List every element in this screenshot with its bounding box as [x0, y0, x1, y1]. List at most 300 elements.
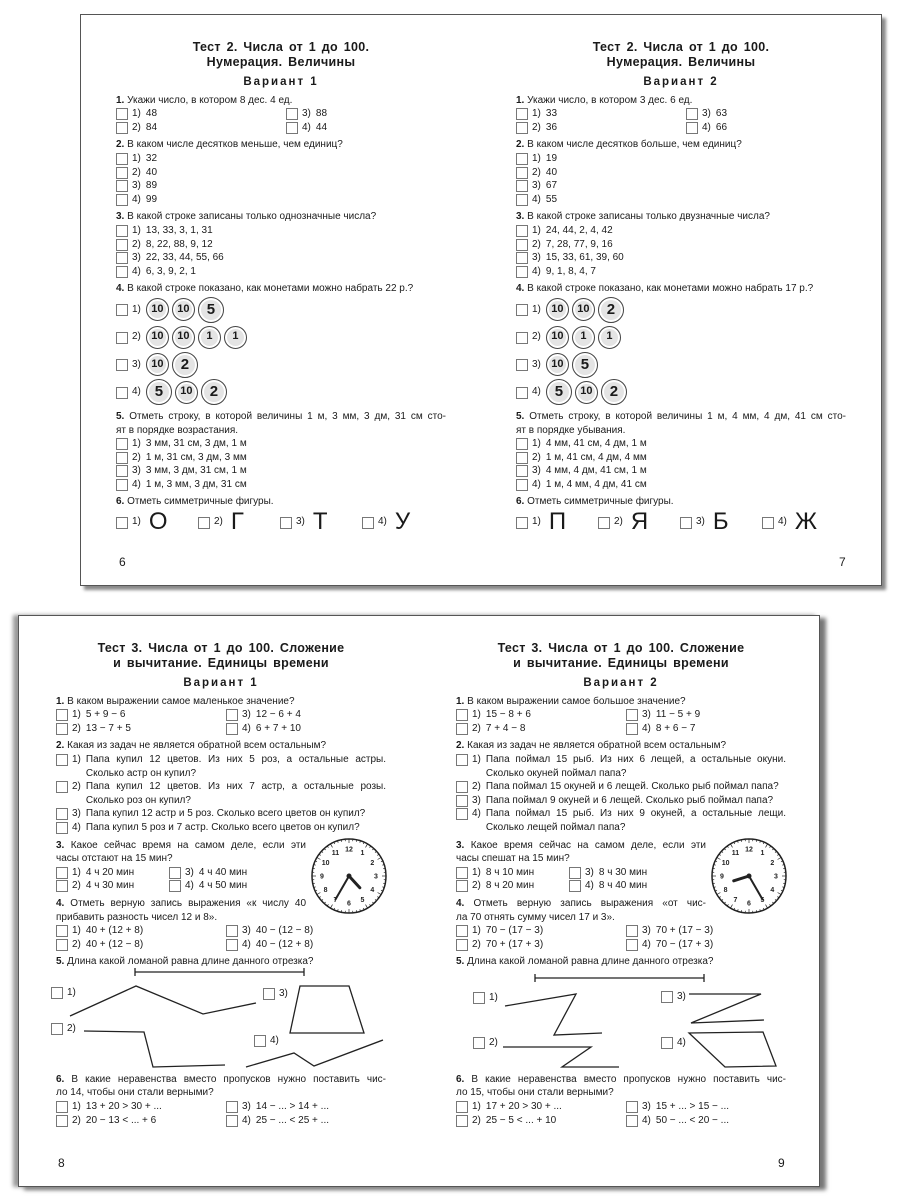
coin-2-rubles: 2 [201, 379, 227, 405]
answer-option[interactable] [661, 990, 691, 1004]
question-text-fragment: Укажи число, в котором 8 дес. 4 ед. [127, 94, 293, 106]
option-text-line: 4 мм, 41 см, 4 дм, 1 м [545, 438, 647, 450]
question-number: 2. [116, 139, 125, 151]
answer-option[interactable] [116, 323, 446, 351]
answer-checkbox[interactable] [116, 122, 128, 134]
answer-checkbox[interactable] [116, 194, 128, 206]
answer-checkbox[interactable] [56, 939, 68, 951]
clock-number: 4 [770, 886, 775, 894]
question-text-line [516, 282, 846, 296]
answer-option[interactable] [626, 924, 786, 938]
answer-option[interactable] [456, 1114, 626, 1128]
clock-number: 8 [723, 886, 728, 894]
answer-option[interactable] [686, 121, 846, 135]
option-label: 4) [677, 1036, 686, 1048]
answer-checkbox[interactable] [116, 225, 128, 237]
answer-option[interactable] [456, 708, 626, 722]
option-text-line: Сколько астр он купил? [85, 767, 197, 779]
answer-option[interactable] [56, 879, 169, 893]
answer-option[interactable] [116, 251, 446, 265]
answer-option[interactable] [456, 938, 626, 952]
question-text-line [56, 897, 306, 911]
option-text [146, 265, 196, 279]
option-text-line: 4 ч 50 мин [198, 880, 248, 892]
question-number: 6. [456, 1073, 465, 1085]
option-label: 4) [242, 1114, 251, 1126]
answer-option[interactable] [516, 238, 846, 252]
answer-checkbox[interactable] [516, 387, 528, 399]
answer-checkbox[interactable] [56, 723, 68, 735]
answer-checkbox[interactable] [116, 452, 128, 464]
answer-option[interactable] [226, 938, 386, 952]
answer-checkbox[interactable] [456, 939, 468, 951]
answer-checkbox[interactable] [516, 479, 528, 491]
answer-checkbox[interactable] [516, 153, 528, 165]
answer-option[interactable] [116, 478, 446, 492]
answer-checkbox[interactable] [362, 517, 374, 529]
answer-checkbox[interactable] [516, 452, 528, 464]
answer-checkbox[interactable] [473, 992, 485, 1004]
answer-checkbox[interactable] [456, 880, 468, 892]
answer-option[interactable] [456, 879, 569, 893]
answer-option[interactable] [456, 924, 626, 938]
option-text [716, 107, 727, 121]
answer-option[interactable] [226, 1114, 386, 1128]
answer-checkbox[interactable] [116, 108, 128, 120]
answer-option[interactable] [680, 510, 762, 534]
option-text-line: 24, 44, 2, 4, 42 [545, 224, 613, 236]
option-text [486, 708, 531, 722]
option-label: 3) [532, 358, 541, 370]
option-label: 2) [532, 166, 541, 178]
answer-checkbox[interactable] [198, 517, 210, 529]
option-text [546, 265, 596, 279]
variant-heading: Вариант 1 [183, 677, 259, 689]
option-text [146, 224, 213, 238]
option-label: 3) [642, 709, 651, 721]
question-2 [456, 739, 786, 834]
answer-option[interactable] [473, 991, 503, 1005]
answer-checkbox[interactable] [280, 517, 292, 529]
answer-option[interactable] [569, 879, 709, 893]
answer-checkbox[interactable] [516, 465, 528, 477]
option-text [86, 780, 386, 807]
option-text-line: 70 + (17 + 3) [485, 938, 544, 950]
coin-5-rubles: 5 [572, 352, 598, 378]
question-text [516, 410, 846, 437]
clock-number: 7 [733, 896, 738, 904]
answer-checkbox[interactable] [456, 781, 468, 793]
answer-option[interactable] [51, 1022, 81, 1036]
coin-10-rubles: 10 [172, 326, 195, 349]
answer-checkbox[interactable] [116, 438, 128, 450]
answer-options [516, 224, 846, 278]
answer-checkbox[interactable] [661, 1037, 673, 1049]
answer-checkbox[interactable] [286, 122, 298, 134]
question-text-line [456, 1073, 786, 1087]
question-number: 3. [56, 839, 65, 851]
option-label: 3) [585, 866, 594, 878]
answer-checkbox[interactable] [516, 252, 528, 264]
answer-checkbox[interactable] [569, 880, 581, 892]
answer-checkbox[interactable] [226, 925, 238, 937]
option-text-line: Папа купил 5 роз и 7 астр. Сколько всего цветов он купил? [85, 821, 360, 833]
question-4 [456, 897, 786, 951]
answer-checkbox[interactable] [516, 122, 528, 134]
clock-number: 2 [370, 859, 375, 867]
answer-checkbox[interactable] [116, 359, 128, 371]
question-text-fragment: Отметь строку, в которой величины 1 м, 3 мм, 3 дм, 31 см сто- [129, 410, 447, 422]
test-title-line: Нумерация. Величины [606, 55, 756, 69]
option-text [316, 107, 327, 121]
option-text-line: 40 [545, 166, 558, 178]
question-text-line [56, 955, 386, 969]
answer-checkbox[interactable] [598, 517, 610, 529]
option-text [486, 1114, 556, 1128]
answer-checkbox[interactable] [686, 108, 698, 120]
question-5 [56, 955, 386, 1069]
option-text-line: 33 [545, 108, 558, 120]
answer-checkbox[interactable] [516, 304, 528, 316]
answer-option[interactable] [116, 265, 446, 279]
answer-checkbox[interactable] [116, 517, 128, 529]
answer-option[interactable] [661, 1036, 691, 1050]
option-label: 2) [132, 121, 141, 133]
answer-option[interactable] [116, 238, 446, 252]
question-number: 3. [456, 839, 465, 851]
answer-checkbox[interactable] [516, 438, 528, 450]
option-label: 1) [132, 108, 141, 120]
answer-checkbox[interactable] [456, 867, 468, 879]
answer-option[interactable] [198, 510, 280, 534]
answer-checkbox[interactable] [762, 517, 774, 529]
answer-checkbox[interactable] [626, 925, 638, 937]
answer-checkbox[interactable] [56, 925, 68, 937]
answer-checkbox[interactable] [116, 252, 128, 264]
option-text-line: 40 − (12 − 8) [255, 925, 314, 937]
symmetry-figure: Я [630, 508, 649, 536]
answer-checkbox[interactable] [169, 880, 181, 892]
answer-checkbox[interactable] [51, 987, 63, 999]
answer-option[interactable] [516, 121, 686, 135]
answer-checkbox[interactable] [516, 239, 528, 251]
answer-checkbox[interactable] [56, 1101, 68, 1113]
answer-option[interactable] [516, 193, 846, 207]
answer-option[interactable] [169, 866, 309, 880]
option-label: 3) [242, 709, 251, 721]
answer-option[interactable] [116, 121, 286, 135]
answer-checkbox[interactable] [626, 1101, 638, 1113]
answer-option[interactable] [116, 437, 446, 451]
answer-option[interactable] [226, 722, 386, 736]
clock-number: 9 [320, 873, 324, 881]
answer-checkbox[interactable] [116, 153, 128, 165]
answer-checkbox[interactable] [626, 1115, 638, 1127]
answer-option[interactable] [456, 807, 786, 834]
answer-checkbox[interactable] [226, 1115, 238, 1127]
answer-checkbox[interactable] [516, 332, 528, 344]
answer-option[interactable] [598, 510, 680, 534]
answer-option[interactable] [280, 510, 362, 534]
answer-option[interactable] [286, 121, 446, 135]
answer-option[interactable] [516, 437, 846, 451]
answer-option[interactable] [626, 1100, 786, 1114]
answer-checkbox[interactable] [116, 465, 128, 477]
answer-option[interactable] [516, 378, 846, 406]
answer-option[interactable] [456, 753, 786, 780]
answer-options [516, 437, 846, 491]
option-text [146, 121, 157, 135]
option-text [656, 938, 713, 952]
answer-checkbox[interactable] [626, 939, 638, 951]
answer-option[interactable] [56, 938, 226, 952]
answer-checkbox[interactable] [116, 180, 128, 192]
answer-option[interactable] [569, 866, 709, 880]
answer-option[interactable] [456, 722, 626, 736]
answer-checkbox[interactable] [116, 239, 128, 251]
option-label: 1) [532, 152, 541, 164]
option-label: 2) [72, 781, 81, 793]
coin-10-rubles: 10 [546, 298, 569, 321]
answer-option[interactable] [516, 464, 846, 478]
answer-checkbox[interactable] [116, 479, 128, 491]
question-text [116, 94, 446, 108]
question-text-fragment: Отметь строку, в которой величины 1 м, 4 мм, 4 дм, 41 см сто- [529, 410, 847, 422]
answer-checkbox[interactable] [56, 808, 68, 820]
coin-5-rubles: 5 [198, 297, 224, 323]
answer-checkbox[interactable] [56, 781, 68, 793]
option-text-line: 44 [315, 121, 328, 133]
answer-option[interactable] [169, 879, 309, 893]
polyline-option-1 [70, 986, 256, 1016]
answer-option[interactable] [56, 807, 386, 821]
answer-checkbox[interactable] [286, 108, 298, 120]
answer-checkbox[interactable] [516, 108, 528, 120]
option-label: 3) [702, 108, 711, 120]
coin-2-rubles: 2 [598, 297, 624, 323]
answer-checkbox[interactable] [626, 709, 638, 721]
option-text-line: Папа купил 12 цветов. Из них 7 астр, а остальные розы. [85, 781, 386, 793]
answer-option[interactable] [116, 107, 286, 121]
option-text [656, 924, 713, 938]
option-text-line: Сколько лещей поймал папа? [485, 821, 626, 833]
answer-checkbox[interactable] [51, 1023, 63, 1035]
answer-checkbox[interactable] [116, 304, 128, 316]
option-text [546, 251, 624, 265]
answer-checkbox[interactable] [569, 867, 581, 879]
answer-option[interactable] [254, 1034, 284, 1048]
question-number: 2. [56, 740, 65, 752]
answer-option[interactable] [116, 378, 446, 406]
answer-checkbox[interactable] [456, 709, 468, 721]
answer-option[interactable] [56, 1100, 226, 1114]
option-text-line: 1 м, 3 мм, 3 дм, 31 см [145, 478, 247, 490]
question-text-fragment: В какие неравенства вместо пропусков нужно поставить чис- [71, 1073, 386, 1085]
question-text-line [116, 94, 446, 108]
answer-checkbox[interactable] [456, 925, 468, 937]
answer-checkbox[interactable] [456, 723, 468, 735]
answer-checkbox[interactable] [56, 754, 68, 766]
answer-option[interactable] [456, 866, 569, 880]
answer-option[interactable] [116, 152, 446, 166]
question-number: 4. [116, 283, 125, 295]
answer-option[interactable] [116, 193, 446, 207]
answer-checkbox[interactable] [56, 867, 68, 879]
answer-checkbox[interactable] [516, 225, 528, 237]
question-text [456, 955, 786, 969]
answer-option[interactable] [56, 780, 386, 807]
answer-checkbox[interactable] [686, 122, 698, 134]
answer-checkbox[interactable] [56, 1115, 68, 1127]
answer-checkbox[interactable] [516, 266, 528, 278]
answer-option[interactable] [226, 708, 386, 722]
answer-checkbox[interactable] [116, 387, 128, 399]
answer-checkbox[interactable] [254, 1035, 266, 1047]
answer-option[interactable] [456, 794, 786, 808]
question-text-line [456, 695, 786, 709]
answer-checkbox[interactable] [56, 880, 68, 892]
answer-option[interactable] [516, 296, 846, 324]
answer-checkbox[interactable] [516, 359, 528, 371]
answer-checkbox[interactable] [456, 795, 468, 807]
coin-10-rubles: 10 [572, 298, 595, 321]
answer-checkbox[interactable] [226, 723, 238, 735]
answer-option[interactable] [56, 866, 169, 880]
answer-checkbox[interactable] [516, 194, 528, 206]
answer-option[interactable] [516, 510, 598, 534]
answer-checkbox[interactable] [516, 517, 528, 529]
option-text [656, 708, 700, 722]
answer-option[interactable] [116, 179, 446, 193]
answer-option[interactable] [226, 1100, 386, 1114]
answer-option[interactable] [56, 924, 226, 938]
answer-option[interactable] [626, 722, 786, 736]
answer-checkbox[interactable] [473, 1037, 485, 1049]
answer-option[interactable] [56, 753, 386, 780]
question-text [516, 210, 846, 224]
answer-checkbox[interactable] [456, 808, 468, 820]
answer-option[interactable] [116, 224, 446, 238]
option-label: 3) [302, 108, 311, 120]
answer-option[interactable] [51, 986, 81, 1000]
answer-option[interactable] [263, 987, 293, 1001]
option-label: 4) [702, 121, 711, 133]
answer-checkbox[interactable] [116, 266, 128, 278]
answer-option[interactable] [686, 107, 846, 121]
answer-option[interactable] [56, 1114, 226, 1128]
option-text-line: 8 ч 20 мин [485, 880, 535, 892]
option-text [486, 938, 543, 952]
option-text-line: 4 ч 20 мин [85, 866, 135, 878]
answer-checkbox[interactable] [263, 988, 275, 1000]
question-text [116, 282, 446, 296]
answer-option[interactable] [762, 510, 844, 534]
answer-option[interactable] [516, 251, 846, 265]
answer-checkbox[interactable] [56, 709, 68, 721]
option-label: 4) [532, 193, 541, 205]
answer-option[interactable] [626, 1114, 786, 1128]
answer-checkbox[interactable] [116, 332, 128, 344]
answer-option[interactable] [516, 323, 846, 351]
answer-option[interactable] [516, 451, 846, 465]
answer-checkbox[interactable] [56, 822, 68, 834]
answer-checkbox[interactable] [516, 180, 528, 192]
answer-option[interactable] [516, 224, 846, 238]
answer-option[interactable] [56, 821, 386, 835]
answer-option[interactable] [626, 708, 786, 722]
option-text [146, 179, 157, 193]
question-text-line [516, 495, 846, 509]
answer-checkbox[interactable] [226, 1101, 238, 1113]
option-label: 1) [132, 303, 141, 315]
answer-checkbox[interactable] [226, 709, 238, 721]
question-text-fragment: В какой строке записаны только однозначные числа? [127, 211, 377, 223]
answer-option[interactable] [626, 938, 786, 952]
clock-number: 5 [760, 896, 765, 904]
option-text [86, 924, 143, 938]
answer-checkbox[interactable] [661, 991, 673, 1003]
answer-option[interactable] [116, 296, 446, 324]
answer-option[interactable] [516, 351, 846, 379]
option-text-line: 40 + (12 − 8) [85, 938, 144, 950]
answer-option[interactable] [516, 166, 846, 180]
option-text [146, 193, 157, 207]
answer-checkbox[interactable] [116, 167, 128, 179]
question-text-fragment: ло 14, чтобы они стали верными? [56, 1087, 214, 1099]
option-text [486, 780, 779, 794]
answer-checkbox[interactable] [680, 517, 692, 529]
answer-option[interactable] [116, 510, 198, 534]
answer-option[interactable] [362, 510, 444, 534]
answer-option[interactable] [516, 179, 846, 193]
answer-option[interactable] [226, 924, 386, 938]
option-text [656, 1100, 729, 1114]
question-number: 1. [456, 695, 465, 707]
answer-option[interactable] [456, 780, 786, 794]
answer-option[interactable] [116, 166, 446, 180]
question-text-fragment: Отметь верную запись выражения «к числу 40 [70, 897, 307, 909]
answer-option[interactable] [116, 451, 446, 465]
answer-checkbox[interactable] [626, 723, 638, 735]
answer-checkbox[interactable] [226, 939, 238, 951]
answer-option[interactable] [516, 107, 686, 121]
answer-checkbox[interactable] [456, 1115, 468, 1127]
option-label: 2) [132, 238, 141, 250]
question-1 [456, 695, 786, 736]
answer-option[interactable] [116, 464, 446, 478]
answer-option[interactable] [286, 107, 446, 121]
answer-option[interactable] [456, 1100, 626, 1114]
answer-option[interactable] [516, 478, 846, 492]
answer-checkbox[interactable] [456, 1101, 468, 1113]
option-text-line: 9, 1, 8, 4, 7 [545, 265, 596, 277]
answer-option[interactable] [473, 1036, 503, 1050]
test-title-line: Тест 3. Числа от 1 до 100. Сложение [497, 641, 745, 655]
option-text-line: 19 [545, 152, 558, 164]
question-6 [116, 495, 446, 535]
option-text [486, 924, 543, 938]
question-text-fragment: Отметь симметричные фигуры. [527, 496, 674, 508]
answer-option[interactable] [56, 708, 226, 722]
answer-option[interactable] [516, 265, 846, 279]
answer-option[interactable] [516, 152, 846, 166]
answer-option[interactable] [56, 722, 226, 736]
answer-checkbox[interactable] [456, 754, 468, 766]
page-number: 7 [839, 555, 846, 569]
answer-option[interactable] [116, 351, 446, 379]
answer-checkbox[interactable] [516, 167, 528, 179]
answer-checkbox[interactable] [169, 867, 181, 879]
